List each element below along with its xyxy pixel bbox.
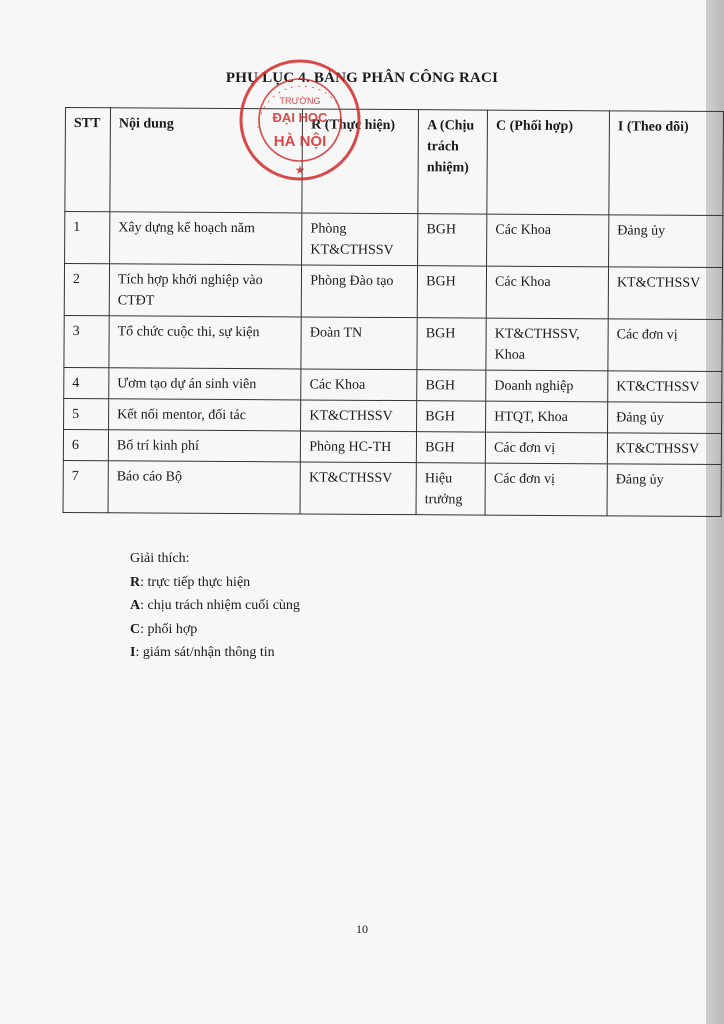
table-row <box>64 315 722 371</box>
cell-content: Xây dựng kế hoạch năm <box>110 212 303 265</box>
cell-c: HTQT, Khoa <box>486 401 608 433</box>
page-number: 10 <box>356 922 368 936</box>
table-row <box>64 264 722 320</box>
legend-heading: Giải thích: <box>130 551 190 566</box>
svg-text:★: ★ <box>294 163 306 177</box>
cell-stt: 7 <box>63 460 108 512</box>
cell-i: Đảng ủy <box>608 402 722 434</box>
cell-r: KT&CTHSSV <box>301 400 417 432</box>
cell-r: Phòng KT&CTHSSV <box>302 213 418 266</box>
legend-key: R <box>130 574 141 590</box>
cell-r: Đoàn TN <box>301 317 417 370</box>
cell-stt: 6 <box>63 429 108 460</box>
stamp-text-top: TRƯỜNG <box>279 96 321 106</box>
cell-stt: 1 <box>65 212 110 264</box>
header-i: I (Theo dõi) <box>609 111 724 216</box>
table-row <box>64 367 722 402</box>
cell-a: BGH <box>418 214 487 266</box>
table-header-row <box>65 108 724 216</box>
cell-c: Các Khoa <box>487 214 609 267</box>
legend-item-c <box>130 618 300 642</box>
legend-text: : chịu trách nhiệm cuối cùng <box>140 598 300 613</box>
cell-c: Các đơn vị <box>485 432 607 464</box>
cell-a: BGH <box>417 432 486 463</box>
cell-stt: 3 <box>64 315 109 367</box>
cell-r: KT&CTHSSV <box>300 462 416 515</box>
table-row <box>64 398 722 433</box>
cell-content: Báo cáo Bộ <box>108 461 301 514</box>
header-r: R (Thực hiện) <box>302 109 419 214</box>
cell-a: BGH <box>417 266 486 318</box>
header-c: C (Phối hợp) <box>487 110 610 215</box>
cell-a: Hiệu trưởng <box>416 463 485 515</box>
table-row <box>63 429 721 464</box>
cell-content: Tích hợp khởi nghiệp vào CTĐT <box>109 264 302 317</box>
legend-text: : phối hợp <box>140 621 198 637</box>
document-title: PHỤ LỤC 4. BẢNG PHÂN CÔNG RACI <box>225 70 499 86</box>
cell-content: Tổ chức cuộc thi, sự kiện <box>109 316 302 369</box>
stamp-text-middle: ĐẠI HỌC <box>272 110 328 125</box>
legend-text: : trực tiếp thực hiện <box>140 574 251 590</box>
legend <box>130 547 300 665</box>
stamp-text-bottom: HÀ NỘI <box>273 133 327 150</box>
header-a: A (Chịu trách nhiệm) <box>418 110 488 214</box>
legend-item-a <box>130 594 300 618</box>
legend-key: C <box>130 621 141 637</box>
cell-r: Phòng Đào tạo <box>302 265 418 318</box>
legend-key: I <box>130 645 136 660</box>
cell-c: Doanh nghiệp <box>486 370 608 402</box>
table-row <box>63 460 721 516</box>
cell-content: Ươm tạo dự án sinh viên <box>109 368 301 400</box>
cell-r: Các Khoa <box>301 369 417 401</box>
cell-c: KT&CTHSSV, Khoa <box>486 318 608 371</box>
cell-stt: 5 <box>64 398 109 429</box>
legend-text: : giám sát/nhận thông tin <box>135 645 275 660</box>
cell-a: BGH <box>417 370 486 401</box>
legend-item-r <box>130 571 300 595</box>
header-stt: STT <box>65 108 111 212</box>
cell-i: KT&CTHSSV <box>608 371 722 403</box>
table-row <box>65 212 723 268</box>
cell-c: Các Khoa <box>486 266 608 319</box>
cell-i: Các đơn vị <box>608 319 722 372</box>
cell-i: Đảng ủy <box>609 215 723 268</box>
header-content: Nội dung <box>110 108 303 213</box>
cell-content: Kết nối mentor, đối tác <box>109 399 301 431</box>
cell-stt: 4 <box>64 367 109 398</box>
cell-a: BGH <box>417 318 486 370</box>
cell-content: Bố trí kinh phí <box>108 430 300 462</box>
cell-c: Các đơn vị <box>485 463 607 516</box>
cell-i: KT&CTHSSV <box>608 267 722 320</box>
cell-r: Phòng HC-TH <box>301 431 417 463</box>
cell-a: BGH <box>417 401 486 432</box>
legend-item-i <box>130 641 300 665</box>
university-seal-stamp <box>236 56 364 184</box>
cell-stt: 2 <box>64 264 109 316</box>
legend-key: A <box>130 598 141 613</box>
raci-table <box>63 107 724 517</box>
cell-i: Đảng ủy <box>607 464 721 517</box>
cell-i: KT&CTHSSV <box>607 433 721 465</box>
